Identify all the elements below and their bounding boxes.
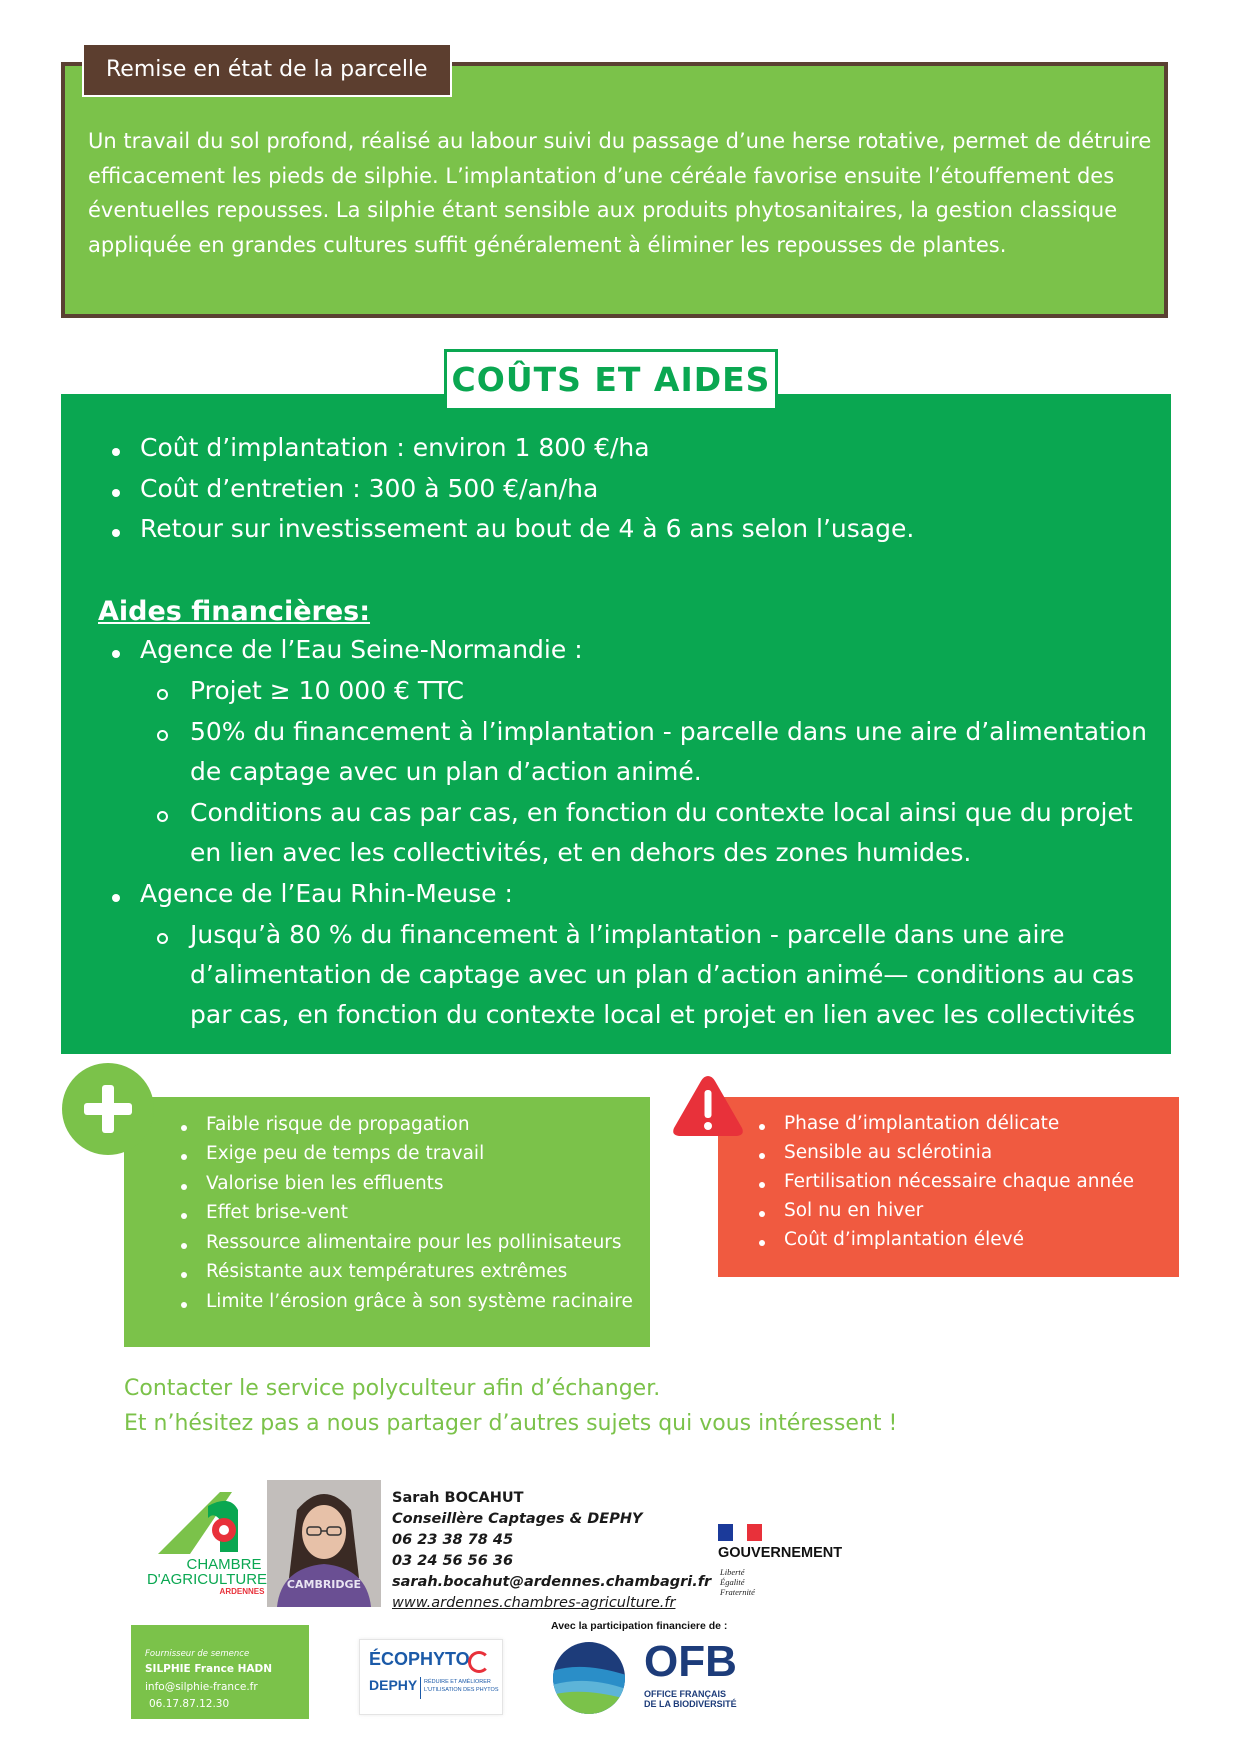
- ecophyto-dephy: DEPHY: [369, 1677, 418, 1693]
- shirt-text: CAMBRIDGE: [286, 1578, 362, 1591]
- seine-projet: Projet ≥ 10 000 € TTC: [190, 676, 464, 705]
- inconvenient-item: Coût d’implantation élevé: [784, 1229, 1024, 1250]
- ecophyto-tagline: [424, 1678, 499, 1694]
- inconvenient-item: Sensible au sclérotinia: [784, 1142, 993, 1163]
- avantage-item: Exige peu de temps de travail: [206, 1143, 485, 1164]
- seine-financement-l2: de captage avec un plan d’action animé.: [190, 757, 702, 786]
- remise-line: éventuelles repousses. La silphie étant sensible aux produits phytosanitaires, la gestion classique: [88, 198, 1118, 222]
- avantage-item: Faible risque de propagation: [206, 1114, 470, 1135]
- inconvenient-item: Phase d’implantation délicate: [784, 1113, 1060, 1134]
- gouvernement-label: GOUVERNEMENT: [718, 1545, 843, 1561]
- bullet-circle: [157, 730, 168, 741]
- chambre-line-2: D'AGRICULTURE: [146, 1571, 268, 1588]
- remise-line: appliquée en grandes cultures suffit généralement à éliminer les repousses de plantes.: [88, 232, 1007, 257]
- contact-website[interactable]: www.ardennes.chambres-agriculture.fr: [392, 1595, 676, 1611]
- contact-role: Conseillère Captages & DEPHY: [392, 1511, 643, 1527]
- remise-paragraph: [88, 124, 1158, 262]
- retour-investissement: Retour sur investissement au bout de 4 à 6 ans selon l’usage.: [140, 514, 915, 543]
- marianne-flag-logo: [718, 1524, 762, 1541]
- ofb-line-2: DE LA BIODIVERSITÉ: [644, 1699, 737, 1709]
- ecophyto-tagline-2: L'UTILISATION DES PHYTOS: [424, 1687, 499, 1693]
- contact-name: Sarah BOCAHUT: [392, 1490, 524, 1506]
- bullet-dot: [181, 1243, 187, 1249]
- ofb-line-1: OFFICE FRANÇAIS: [644, 1689, 726, 1699]
- chambre-line-3: ARDENNES: [219, 1587, 265, 1596]
- bullet-circle: [157, 811, 168, 822]
- bullet-dot: [181, 1154, 187, 1160]
- agence-rhin-label: Agence de l’Eau Rhin-Meuse :: [140, 879, 513, 908]
- bullet-dot: [759, 1153, 765, 1159]
- bullet-dot: [759, 1182, 765, 1188]
- seine-conditions-l1: Conditions au cas par cas, en fonction du contexte local ainsi que du projet: [190, 798, 1133, 827]
- ofb-fullname: [644, 1689, 737, 1709]
- couts-title: COÛTS ET AIDES: [444, 349, 778, 411]
- ecophyto-tagline-1: RÉDUIRE ET AMÉLIORER: [424, 1679, 491, 1685]
- bullet-dot: [112, 489, 120, 497]
- remise-line: efficacement les pieds de silphie. L’implantation d’une céréale favorise ensuite l’étouffement des: [88, 163, 1115, 188]
- supplier-caption: Fournisseur de semence: [145, 1649, 250, 1659]
- chambre-logo-text: [134, 1557, 280, 1597]
- avantage-item: Ressource alimentaire pour les pollinisateurs: [206, 1232, 622, 1253]
- motto-liberte: Liberté: [720, 1567, 745, 1577]
- contact-email[interactable]: sarah.bocahut@ardennes.chambagri.fr: [392, 1574, 712, 1590]
- bullet-dot: [112, 894, 120, 902]
- supplier-name: SILPHIE France HADN: [145, 1663, 273, 1675]
- motto-fraternite: Fraternité: [720, 1587, 755, 1597]
- chambre-line-1: CHAMBRE: [186, 1556, 262, 1573]
- rhin-financement-l2: d’alimentation de captage avec un plan d’action animé— conditions au cas: [190, 960, 1135, 989]
- plus-icon: [62, 1063, 154, 1155]
- avantage-item: Effet brise-vent: [206, 1202, 348, 1223]
- ofb-globe-icon: [552, 1641, 626, 1715]
- bullet-dot: [181, 1272, 187, 1278]
- bullet-dot: [181, 1302, 187, 1308]
- inconvenient-item: Sol nu en hiver: [784, 1200, 924, 1221]
- warning-icon: [670, 1072, 746, 1140]
- supplier-phone: 06.17.87.12.30: [149, 1698, 230, 1710]
- bullet-dot: [759, 1211, 765, 1217]
- remise-line: Un travail du sol profond, réalisé au labour suivi du passage d’une herse rotative, permet de détruire: [88, 129, 1152, 153]
- bullet-circle: [157, 933, 168, 944]
- aides-title: Aides financières:: [98, 596, 371, 627]
- avantage-item: Limite l’érosion grâce à son système racinaire: [206, 1291, 633, 1312]
- ofb-caption: Avec la participation financiere de :: [551, 1620, 728, 1632]
- bullet-dot: [759, 1124, 765, 1130]
- avantage-item: Valorise bien les effluents: [206, 1173, 444, 1194]
- chambre-logo-mark: [150, 1486, 260, 1558]
- contact-line-2: Et n’hésitez pas a nous partager d’autres sujets qui vous intéressent !: [124, 1411, 898, 1436]
- ecophyto-ring-icon: [468, 1651, 490, 1673]
- person-illustration: [267, 1480, 381, 1607]
- contact-phone-1: 06 23 38 78 45: [392, 1532, 514, 1548]
- avantage-item: Résistante aux températures extrêmes: [206, 1261, 568, 1282]
- bullet-dot: [181, 1125, 187, 1131]
- seine-conditions-l2: en lien avec les collectivités, et en dehors des zones humides.: [190, 838, 972, 867]
- ecophyto-name: ÉCOPHYTO: [369, 1649, 470, 1669]
- bullet-dot: [112, 448, 120, 456]
- motto-egalite: Égalité: [720, 1577, 745, 1587]
- ecophyto-logo: [359, 1639, 503, 1715]
- inconvenient-item: Fertilisation nécessaire chaque année: [784, 1171, 1134, 1192]
- contact-photo: [267, 1480, 381, 1607]
- bullet-dot: [759, 1240, 765, 1246]
- contact-line-1: Contacter le service polyculteur afin d’échanger.: [124, 1376, 661, 1401]
- bullet-dot: [181, 1184, 187, 1190]
- cout-entretien: Coût d’entretien : 300 à 500 €/an/ha: [140, 474, 599, 503]
- seine-financement-l1: 50% du financement à l’implantation - parcelle dans une aire d’alimentation: [190, 717, 1147, 746]
- gouvernement-motto: [720, 1567, 755, 1597]
- rhin-financement-l1: Jusqu’à 80 % du financement à l’implantation - parcelle dans une aire: [190, 920, 1065, 949]
- bullet-dot: [112, 529, 120, 537]
- cout-implantation: Coût d’implantation : environ 1 800 €/ha: [140, 433, 650, 462]
- bullet-dot: [181, 1213, 187, 1219]
- remise-tab-title: Remise en état de la parcelle: [82, 43, 452, 97]
- agence-seine-label: Agence de l’Eau Seine-Normandie :: [140, 635, 583, 664]
- contact-phone-2: 03 24 56 56 36: [392, 1553, 514, 1569]
- bullet-circle: [157, 689, 168, 700]
- bullet-dot: [112, 650, 120, 658]
- rhin-financement-l3: par cas, en fonction du contexte local et projet en lien avec les collectivités: [190, 1000, 1136, 1029]
- supplier-email[interactable]: info@silphie-france.fr: [145, 1681, 258, 1693]
- ofb-abbr: OFB: [644, 1637, 737, 1686]
